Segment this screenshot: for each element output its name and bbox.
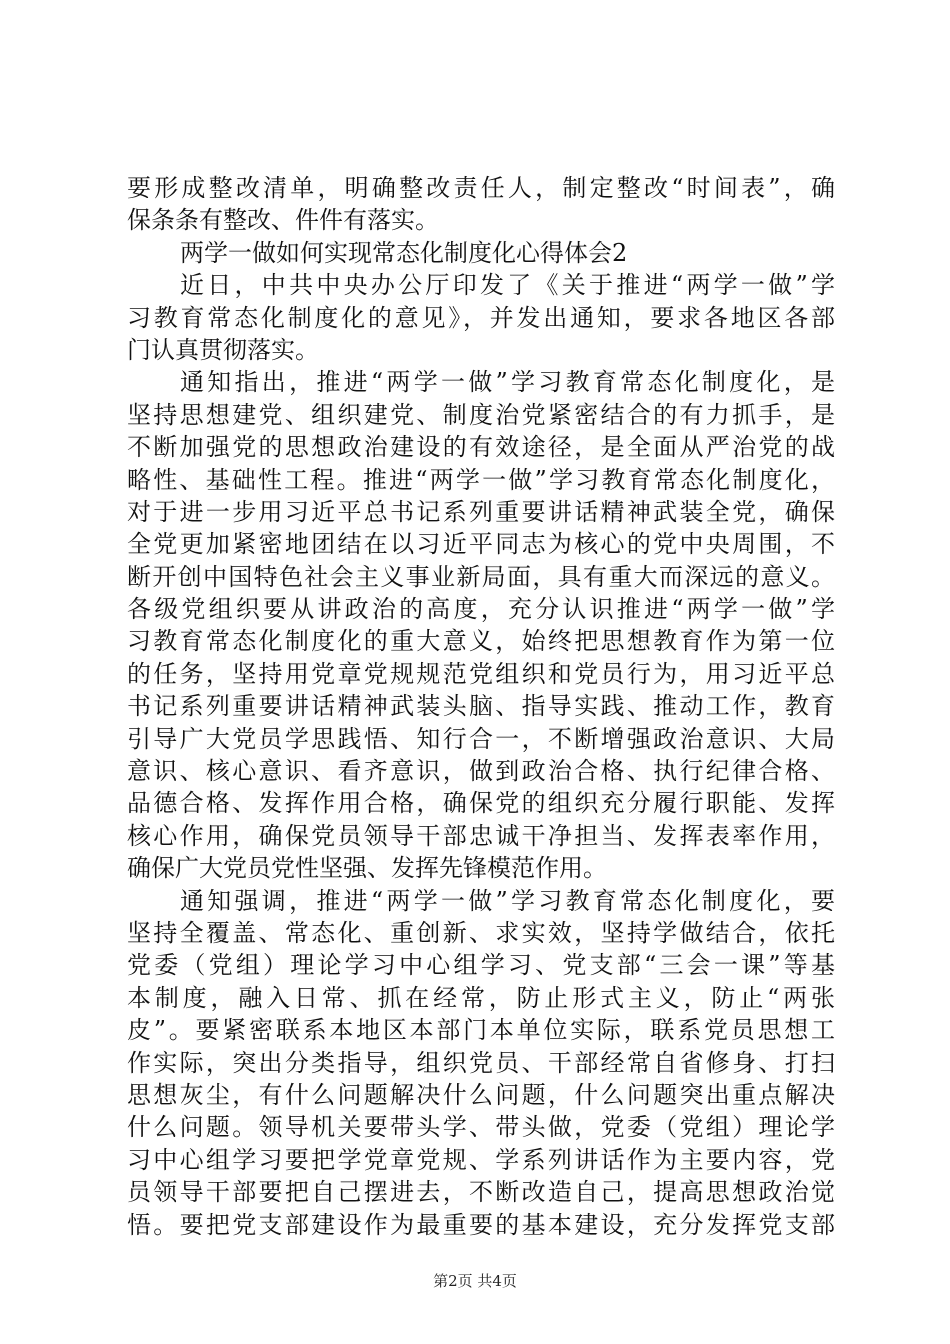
text-line: 习中心组学习要把学党章党规、学系列讲话作为主要内容，党 <box>127 1145 835 1174</box>
text-line: 习教育常态化制度化的重大意义，始终把思想教育作为第一位 <box>127 627 835 656</box>
text-line: 书记系列重要讲话精神武装头脑、指导实践、推动工作，教育 <box>127 692 835 721</box>
text-line: 悟。要把党支部建设作为最重要的基本建设，充分发挥党支部 <box>127 1210 835 1239</box>
text-line: 确保广大党员党性坚强、发挥先锋模范作用。 <box>127 854 607 883</box>
text-line: 意识、核心意识、看齐意识，做到政治合格、执行纪律合格、 <box>127 757 835 786</box>
text-line: 全党更加紧密地团结在以习近平同志为核心的党中央周围，不 <box>127 530 835 559</box>
text-line: 对于进一步用习近平总书记系列重要讲话精神武装全党，确保 <box>127 497 835 526</box>
text-line: 核心作用，确保党员领导干部忠诚干净担当、发挥表率作用， <box>127 821 835 850</box>
text-line: 门认真贯彻落实。 <box>127 335 319 364</box>
text-line: 坚持全覆盖、常态化、重创新、求实效，坚持学做结合，依托 <box>127 918 835 947</box>
page-footer <box>0 1271 950 1291</box>
page-number-label: 第2页 共4页 <box>433 1272 517 1290</box>
text-line: 通知强调，推进“两学一做”学习教育常态化制度化，要 <box>180 886 835 915</box>
text-line: 习教育常态化制度化的意见》，并发出通知，要求各地区各部 <box>127 303 835 332</box>
text-line: 略性、基础性工程。推进“两学一做”学习教育常态化制度化， <box>127 465 835 494</box>
text-line: 什么问题。领导机关要带头学、带头做，党委（党组）理论学 <box>127 1113 835 1142</box>
text-line: 员领导干部要把自己摆进去，不断改造自己，提高思想政治觉 <box>127 1178 835 1207</box>
text-line: 通知指出，推进“两学一做”学习教育常态化制度化，是 <box>180 368 835 397</box>
text-line: 不断加强党的思想政治建设的有效途径，是全面从严治党的战 <box>127 433 835 462</box>
text-line: 各级党组织要从讲政治的高度，充分认识推进“两学一做”学 <box>127 595 835 624</box>
text-line: 皮”。要紧密联系本地区本部门本单位实际，联系党员思想工 <box>127 1016 835 1045</box>
text-line: 党委（党组）理论学习中心组学习、党支部“三会一课”等基 <box>127 951 835 980</box>
text-line: 品德合格、发挥作用合格，确保党的组织充分履行职能、发挥 <box>127 789 835 818</box>
text-line: 本制度，融入日常、抓在经常，防止形式主义，防止“两张 <box>127 983 835 1012</box>
text-line: 断开创中国特色社会主义事业新局面，具有重大而深远的意义。 <box>127 562 835 591</box>
section-heading: 两学一做如何实现常态化制度化心得体会2 <box>180 238 628 267</box>
text-line: 要形成整改清单，明确整改责任人，制定整改“时间表”，确 <box>127 174 835 202</box>
text-line: 保条条有整改、件件有落实。 <box>127 206 439 235</box>
document-body <box>127 172 835 1241</box>
text-line: 引导广大党员学思践悟、知行合一，不断增强政治意识、大局 <box>127 724 835 753</box>
text-line: 坚持思想建党、组织建党、制度治党紧密结合的有力抓手，是 <box>127 400 835 429</box>
text-line: 思想灰尘，有什么问题解决什么问题，什么问题突出重点解决 <box>127 1080 835 1109</box>
text-line: 作实际，突出分类指导，组织党员、干部经常自省修身、打扫 <box>127 1048 835 1077</box>
text-line: 近日，中共中央办公厅印发了《关于推进“两学一做”学 <box>180 271 835 300</box>
text-line: 的任务，坚持用党章党规规范党组织和党员行为，用习近平总 <box>127 659 835 688</box>
